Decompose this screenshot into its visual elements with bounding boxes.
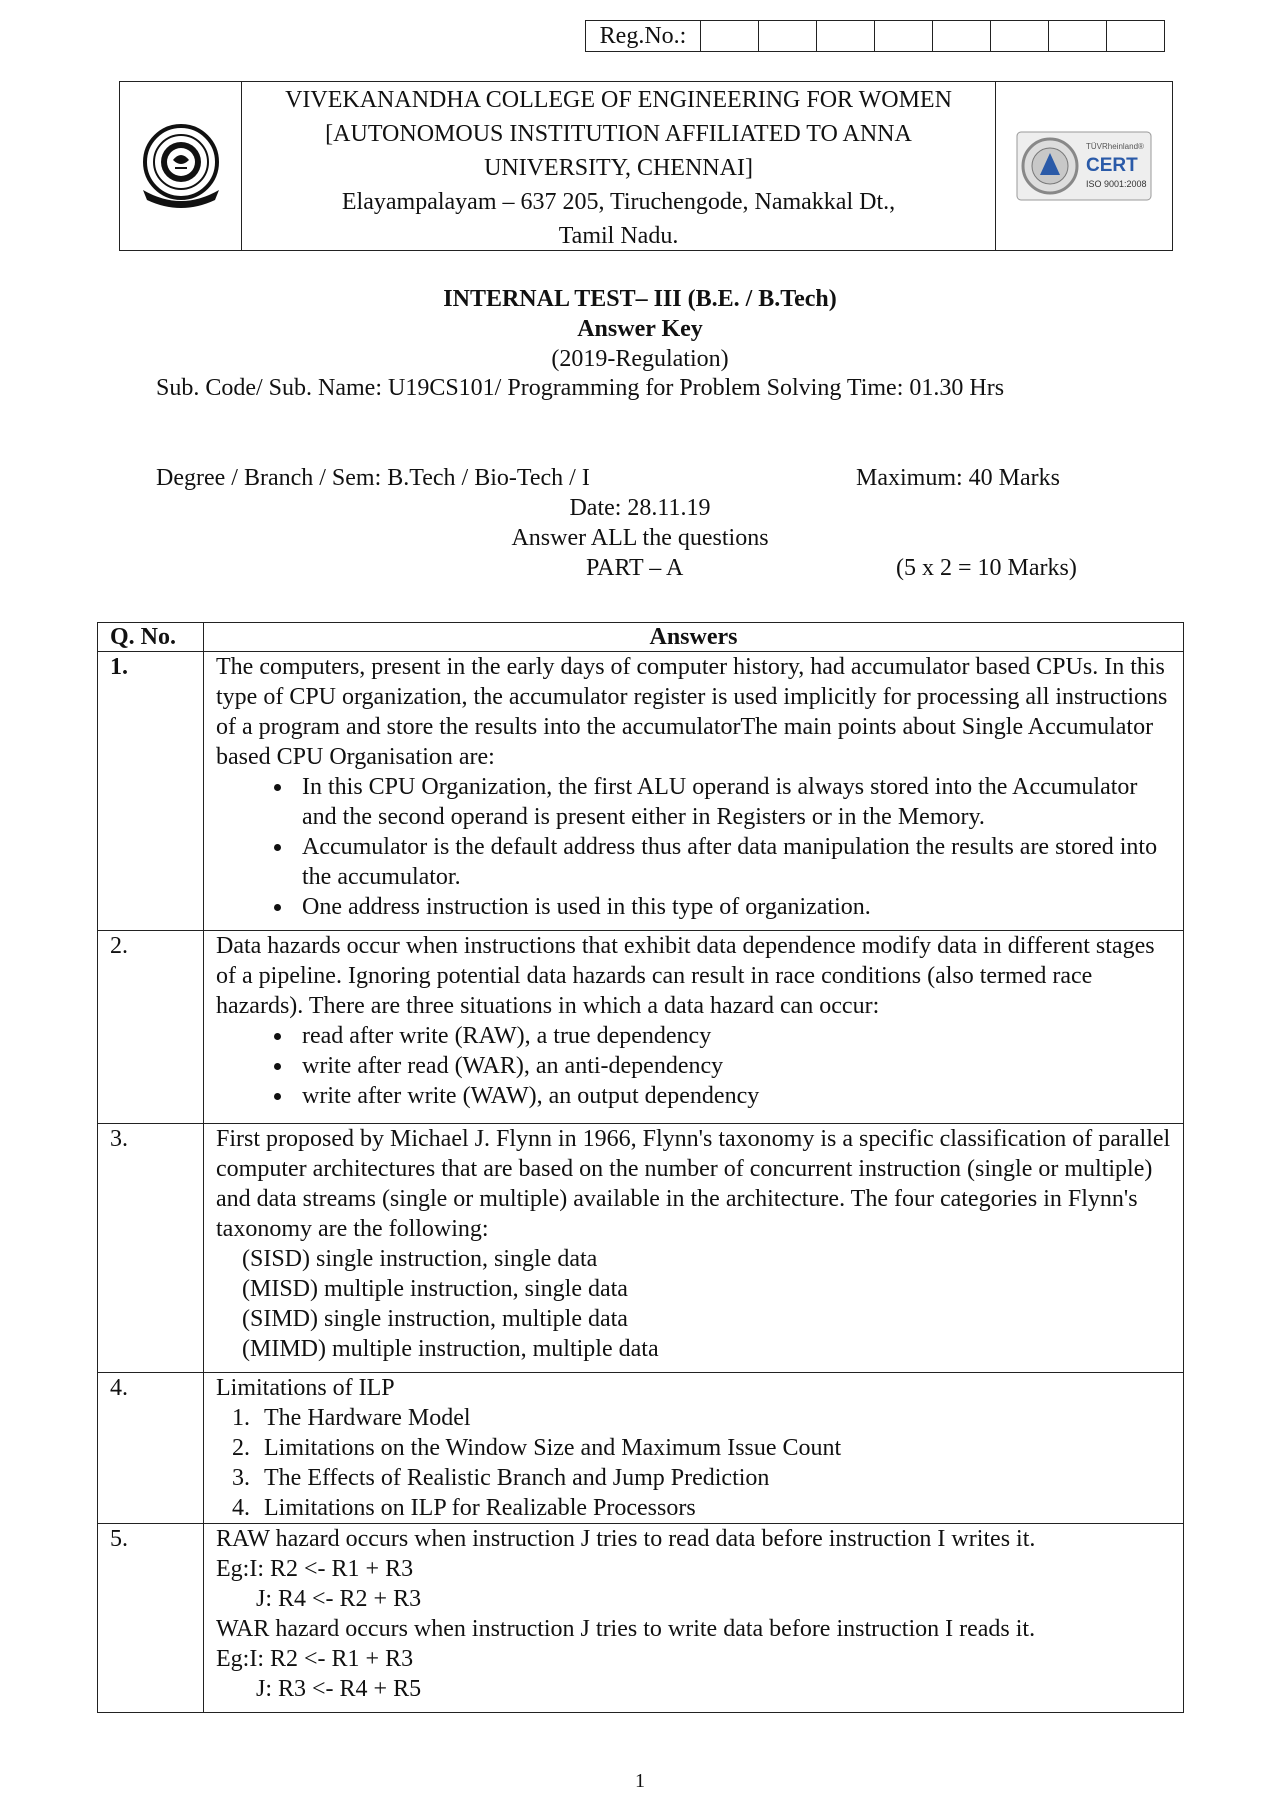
- subject-line: Sub. Code/ Sub. Name: U19CS101/ Programming for Problem Solving Time: 01.30 Hrs: [156, 375, 1005, 401]
- cert-brand-text: TÜVRheinland®: [1086, 142, 1144, 151]
- bullet-list: [216, 1021, 1171, 1111]
- raw-example-1: Eg:I: R2 <- R1 + R3: [216, 1556, 414, 1582]
- answer-cell: [204, 1124, 1184, 1373]
- war-hazard-text: WAR hazard occurs when instruction J tries to write data before instruction I reads it.: [216, 1616, 1036, 1642]
- reg-no-label: Reg.No.:: [586, 21, 701, 51]
- bullet-list: [216, 772, 1171, 922]
- instruction-text: Answer ALL the questions: [511, 525, 769, 551]
- table-row: [98, 1524, 1184, 1713]
- list-item: • In this CPU Organization, the first ALU operand is always stored into the Accumulator and the second operand is present either in Registers or in the Memory.: [294, 772, 1171, 832]
- list-item: • write after write (WAW), an output dependency: [294, 1081, 1171, 1111]
- max-marks: Maximum: 40 Marks: [856, 465, 1060, 491]
- certification-cell: [995, 82, 1172, 250]
- affiliation-line-2: UNIVERSITY, CHENNAI]: [484, 155, 753, 181]
- table-header-row: [98, 623, 1184, 652]
- answer-text: Data hazards occur when instructions that exhibit data dependence modify data in different stages of a pipeline. Ignoring potential data hazards can result in race conditions (also termed race hazards). There are three situations in which a data hazard can occur:: [216, 933, 1155, 1019]
- list-item: (MIMD) multiple instruction, multiple data: [242, 1336, 659, 1362]
- college-logo-cell: [120, 82, 242, 250]
- degree-line: Degree / Branch / Sem: B.Tech / Bio-Tech / I: [156, 465, 590, 491]
- reg-no-cell: [1107, 21, 1164, 51]
- reg-no-box: [585, 20, 1165, 52]
- answer-heading: Limitations of ILP: [216, 1375, 395, 1401]
- question-number: 4.: [98, 1373, 204, 1524]
- list-item: • One address instruction is used in this type of organization.: [294, 892, 1171, 922]
- college-emblem-icon: [135, 120, 227, 212]
- reg-no-cell: [759, 21, 817, 51]
- list-item: • read after write (RAW), a true dependency: [294, 1021, 1171, 1051]
- part-label: PART – A: [586, 555, 684, 581]
- table-row: [98, 1124, 1184, 1373]
- cert-text: CERT: [1086, 155, 1138, 176]
- reg-no-cell: [701, 21, 759, 51]
- exam-date: Date: 28.11.19: [569, 495, 711, 521]
- question-number: 2.: [98, 931, 204, 1124]
- reg-no-cell: [875, 21, 933, 51]
- page-number: 1: [635, 1770, 645, 1792]
- address-line-2: Tamil Nadu.: [558, 223, 679, 249]
- list-item: • Accumulator is the default address thus after data manipulation the results are stored into the accumulator.: [294, 832, 1171, 892]
- affiliation-line-1: [AUTONOMOUS INSTITUTION AFFILIATED TO ANNA: [325, 121, 912, 147]
- list-item: (SIMD) single instruction, multiple data: [242, 1306, 628, 1332]
- list-item: 2. Limitations on the Window Size and Maximum Issue Count: [256, 1433, 1171, 1463]
- college-name: VIVEKANANDHA COLLEGE OF ENGINEERING FOR WOMEN: [285, 87, 952, 113]
- cert-iso-text: ISO 9001:2008: [1086, 179, 1147, 189]
- reg-no-cell: [991, 21, 1049, 51]
- answer-cell: [204, 1524, 1184, 1713]
- raw-hazard-text: RAW hazard occurs when instruction J tries to read data before instruction I writes it.: [216, 1526, 1036, 1552]
- iso-certification-badge-icon: [1016, 131, 1152, 201]
- college-header: [119, 81, 1173, 251]
- exam-subtitle: Answer Key: [577, 316, 703, 342]
- list-item: 3. The Effects of Realistic Branch and Jump Prediction: [256, 1463, 1171, 1493]
- question-number: 3.: [98, 1124, 204, 1373]
- answer-cell: [204, 1373, 1184, 1524]
- col-header-answers: Answers: [204, 623, 1184, 652]
- numbered-list: [216, 1403, 1171, 1523]
- reg-no-cell: [817, 21, 875, 51]
- answers-table: [97, 622, 1184, 1713]
- list-item: 1. The Hardware Model: [256, 1403, 1171, 1433]
- table-row: [98, 1373, 1184, 1524]
- exam-title: INTERNAL TEST– III (B.E. / B.Tech): [443, 286, 837, 312]
- part-marks: (5 x 2 = 10 Marks): [896, 555, 1077, 581]
- question-number: 1.: [98, 652, 204, 931]
- list-item: • write after read (WAR), an anti-dependency: [294, 1051, 1171, 1081]
- regulation-text: (2019-Regulation): [551, 346, 729, 372]
- answer-text: First proposed by Michael J. Flynn in 1966, Flynn's taxonomy is a specific classification of parallel computer architectures that are based on the number of concurrent instruction (single or multiple) and data streams (single or multiple) available in the architecture. The four categories in Flynn's taxonomy are the following:: [216, 1126, 1171, 1242]
- college-title-block: [242, 82, 995, 250]
- col-header-qno: Q. No.: [98, 623, 204, 652]
- table-row: [98, 931, 1184, 1124]
- list-item: 4. Limitations on ILP for Realizable Processors: [256, 1493, 1171, 1523]
- list-item: (SISD) single instruction, single data: [242, 1246, 598, 1272]
- table-row: [98, 652, 1184, 931]
- answer-text: The computers, present in the early days of computer history, had accumulator based CPUs. In this type of CPU organization, the accumulator register is used implicitly for processing all instructions of a program and store the results into the accumulatorThe main points about Single Accumulator based CPU Organisation are:: [216, 654, 1168, 770]
- reg-no-cell: [1049, 21, 1107, 51]
- war-example-1: Eg:I: R2 <- R1 + R3: [216, 1646, 414, 1672]
- war-example-2: J: R3 <- R4 + R5: [256, 1676, 422, 1702]
- address-line-1: Elayampalayam – 637 205, Tiruchengode, Namakkal Dt.,: [341, 189, 896, 215]
- list-item: (MISD) multiple instruction, single data: [242, 1276, 628, 1302]
- reg-no-cell: [933, 21, 991, 51]
- raw-example-2: J: R4 <- R2 + R3: [256, 1586, 422, 1612]
- answer-cell: [204, 652, 1184, 931]
- answer-cell: [204, 931, 1184, 1124]
- question-number: 5.: [98, 1524, 204, 1713]
